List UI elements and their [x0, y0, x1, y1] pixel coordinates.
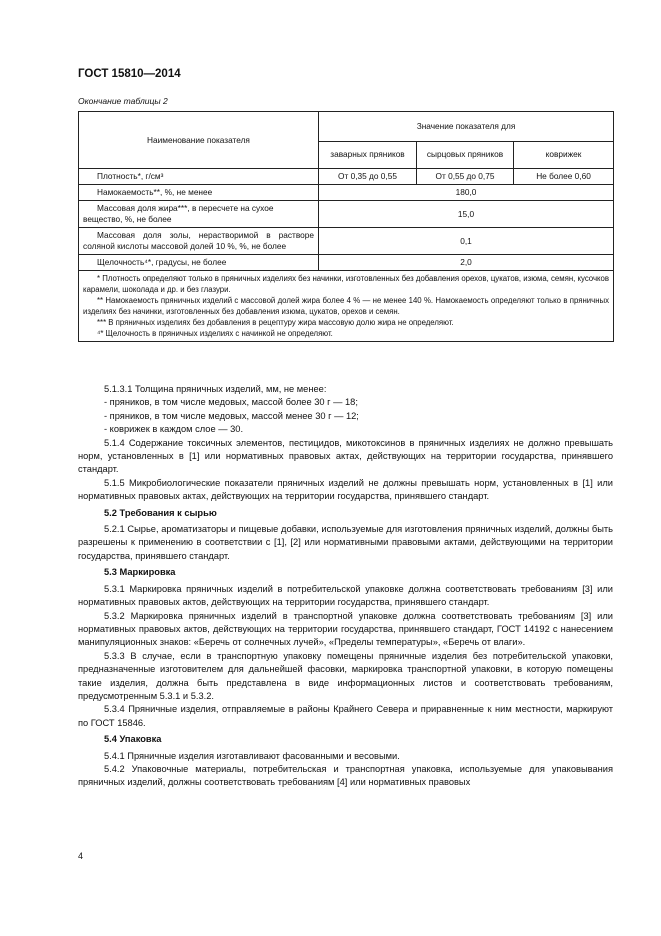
paragraph-5-4-2: 5.4.2 Упаковочные материалы, потребительская и транспортная упаковка, используемые для упаковывания пряничных изделий, должны соответствовать требованиям [4] или нормативных правовых: [78, 763, 613, 788]
row-name-alkalinity: Щелочность⁴*, градусы, не более: [79, 255, 319, 271]
cell-value: Не более 0,60: [514, 169, 614, 185]
table-row: [79, 255, 614, 271]
list-item: - пряников, в том числе медовых, массой менее 30 г — 12;: [104, 410, 359, 421]
paragraph-5-3-4: 5.3.4 Пряничные изделия, отправляемые в районы Крайнего Севера и приравненные к ним местности, маркируют по ГОСТ 15846.: [78, 704, 613, 728]
footnote: *** В пряничных изделиях без добавления в рецептуру жира массовую долю жира не определяют.: [97, 318, 454, 327]
cell-value: От 0,55 до 0,75: [417, 169, 514, 185]
paragraph-5-1-5: 5.1.5 Микробиологические показатели пряничных изделий не должны превышать норм, установленных в [1] или нормативных правовых актах, действующих на территории государства, принявшего стандарт.: [78, 477, 613, 502]
section-heading-5-3: 5.3 Маркировка: [104, 567, 176, 578]
table-row: [79, 201, 614, 228]
row-name-ash: Массовая доля золы, нерастворимой в растворе соляной кислоты массовой долей 10 %, %, не более: [79, 228, 319, 255]
table-row: [79, 169, 614, 185]
document-header: ГОСТ 15810—2014: [78, 68, 181, 80]
table-footnotes: [79, 271, 614, 342]
paragraph-5-4-1: 5.4.1 Пряничные изделия изготавливают фасованными и весовыми.: [104, 750, 400, 761]
cell-value: 2,0: [319, 255, 614, 271]
section-heading-5-4: 5.4 Упаковка: [104, 734, 162, 745]
table-notes-row: [79, 271, 614, 342]
paragraph-5-3-3: 5.3.3 В случае, если в транспортную упаковку помещены пряничные изделия без потребительской упаковки, предназначенные изготовителем для дальнейшей фасовки, маркировка транспортной упаковки, в которую помещены такие изделия, должна быть представлена в виде информационных листов и соответствовать требованиям, предусмотренным 5.3.1 и 5.3.2.: [78, 650, 613, 701]
paragraph-5-3-1: 5.3.1 Маркировка пряничных изделий в потребительской упаковке должна соответствовать требованиям [3] или нормативных правовых актов, действующих на территории государства, принявшего стандарт.: [78, 583, 613, 608]
list-item: - пряников, в том числе медовых, массой более 30 г — 18;: [104, 397, 358, 408]
paragraph-5-2-1: 5.2.1 Сырье, ароматизаторы и пищевые добавки, используемые для изготовления пряничных изделий, должны быть разрешены к применению в соответствии с [1], [2] или нормативными правовыми актами, действующими на территории государства, принявшего стандарт.: [78, 524, 613, 561]
row-name-density: Плотность*, г/см³: [79, 169, 319, 185]
cell-value: От 0,35 до 0,55: [319, 169, 417, 185]
table-row: [79, 185, 614, 201]
table-caption: Окончание таблицы 2: [78, 96, 168, 106]
list-item: - коврижек в каждом слое — 30.: [104, 424, 244, 435]
row-name-fat: Массовая доля жира***, в пересчете на сухое вещество, %, не более: [79, 201, 319, 228]
indicator-table: [78, 111, 614, 342]
section-heading-5-2: 5.2 Требования к сырью: [104, 507, 217, 518]
cell-value: 15,0: [319, 201, 614, 228]
column-header-value-group: Значение показателя для: [319, 112, 614, 142]
footnote: ⁴* Щелочность в пряничных изделиях с начинкой не определяют.: [97, 329, 333, 338]
cell-value: 0,1: [319, 228, 614, 255]
paragraph-5-1-4: 5.1.4 Содержание токсичных элементов, пестицидов, микотоксинов в пряничных изделиях не должно превышать норм, установленных в [1] или нормативных правовых актах, действующих на территории государства, принявшего стандарт.: [78, 437, 613, 475]
table-header-row: [79, 112, 614, 142]
document-body: [78, 383, 613, 790]
page-number: 4: [78, 851, 84, 861]
cell-value: 180,0: [319, 185, 614, 201]
table-row: [79, 228, 614, 255]
footnote: * Плотность определяют только в пряничных изделиях без начинки, изготовленных без добавления орехов, цукатов, изюма, семян, кусочков карамели, шоколада и др. и без глазури.: [83, 274, 610, 294]
column-header-kovrizhka: коврижек: [514, 141, 614, 168]
paragraph-5-3-2: 5.3.2 Маркировка пряничных изделий в транспортной упаковке должна соответствовать требованиям [3] или нормативных правовых актов, действующих на территории государства, принявшего стандарт, ГОСТ 14192 с нанесением манипуляционных знаков: «Беречь от солнечных лучей», «Пределы температуры», «Беречь от влаги».: [78, 610, 613, 648]
row-name-swelling: Намокаемость**, %, не менее: [79, 185, 319, 201]
footnote: ** Намокаемость пряничных изделий с массовой долей жира более 4 % — не менее 140 %. Намокаемость определяют только в пряничных изделиях без начинки, изготовленных без добавления изюма, цукатов, орехов и семян.: [83, 296, 610, 316]
column-header-custard-gingerbread: заварных пряников: [319, 141, 417, 168]
column-header-name: Наименование показателя: [79, 112, 319, 169]
paragraph-5-1-3-1: 5.1.3.1 Толщина пряничных изделий, мм, не менее:: [104, 384, 327, 394]
column-header-raw-gingerbread: сырцовых пряников: [417, 141, 514, 168]
